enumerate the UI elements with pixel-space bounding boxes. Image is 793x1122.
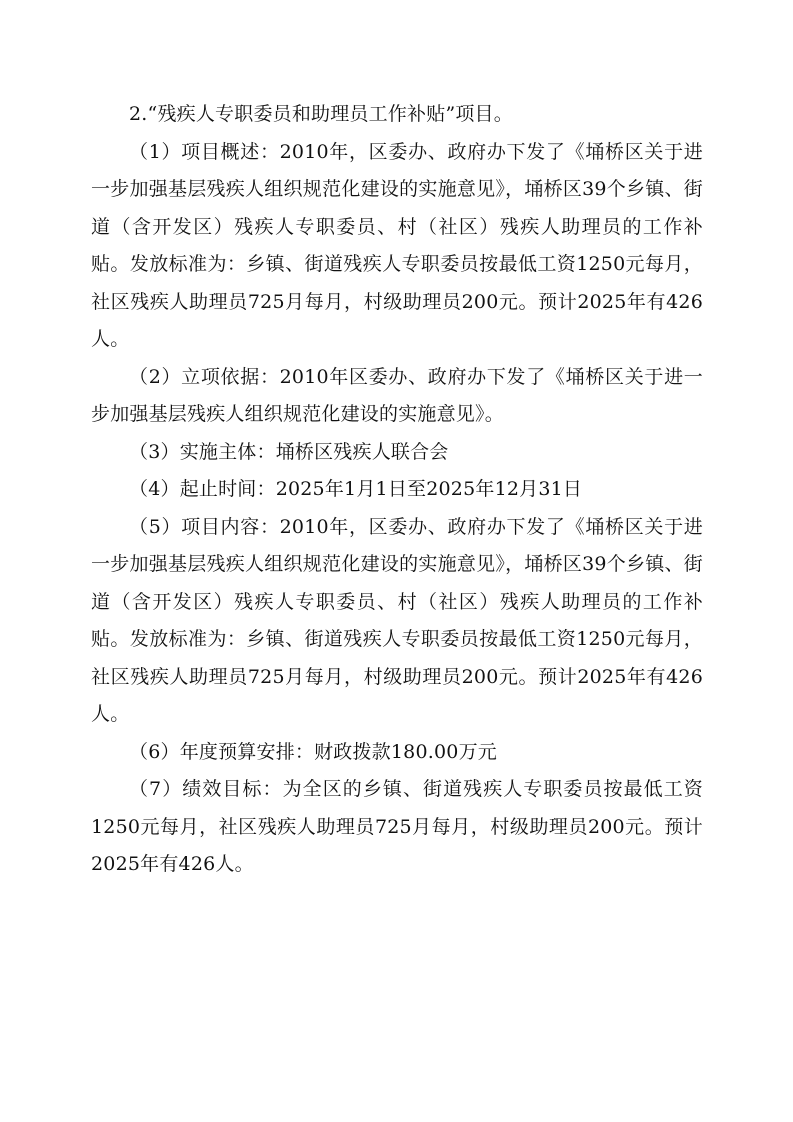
paragraph-content: （5）项目内容：2010年，区委办、政府办下发了《埇桥区关于进一步加强基层残疾人组织规范化建设的实施意见》，埇桥区39个乡镇、街道（含开发区）残疾人专职委员、村（社区）残疾人助理员的工作补贴。发放标准为：乡镇、街道残疾人专职委员按最低工资1250元每月，社区残疾人助理员725月每月，村级助理员200元。预计2025年有426人。 <box>91 515 703 725</box>
paragraph-implementer: （3）实施主体：埇桥区残疾人联合会 <box>129 440 449 463</box>
paragraph-overview: （1）项目概述：2010年，区委办、政府办下发了《埇桥区关于进一步加强基层残疾人组织规范化建设的实施意见》，埇桥区39个乡镇、街道（含开发区）残疾人专职委员、村（社区）残疾人助理员的工作补贴。发放标准为：乡镇、街道残疾人专职委员按最低工资1250元每月，社区残疾人助理员725月每月，村级助理员200元。预计2025年有426人。 <box>91 140 703 350</box>
paragraph-basis: （2）立项依据：2010年区委办、政府办下发了《埇桥区关于进一步加强基层残疾人组织规范化建设的实施意见》。 <box>91 365 703 425</box>
section-heading: 2.“残疾人专职委员和助理员工作补贴”项目。 <box>129 103 513 125</box>
paragraph-budget: （6）年度预算安排：财政拨款180.00万元 <box>129 740 497 763</box>
paragraph-period: （4）起止时间：2025年1月1日至2025年12月31日 <box>129 478 583 500</box>
paragraph-goal: （7）绩效目标：为全区的乡镇、街道残疾人专职委员按最低工资1250元每月，社区残疾人助理员725月每月，村级助理员200元。预计2025年有426人。 <box>91 778 703 875</box>
document-body <box>91 96 703 884</box>
